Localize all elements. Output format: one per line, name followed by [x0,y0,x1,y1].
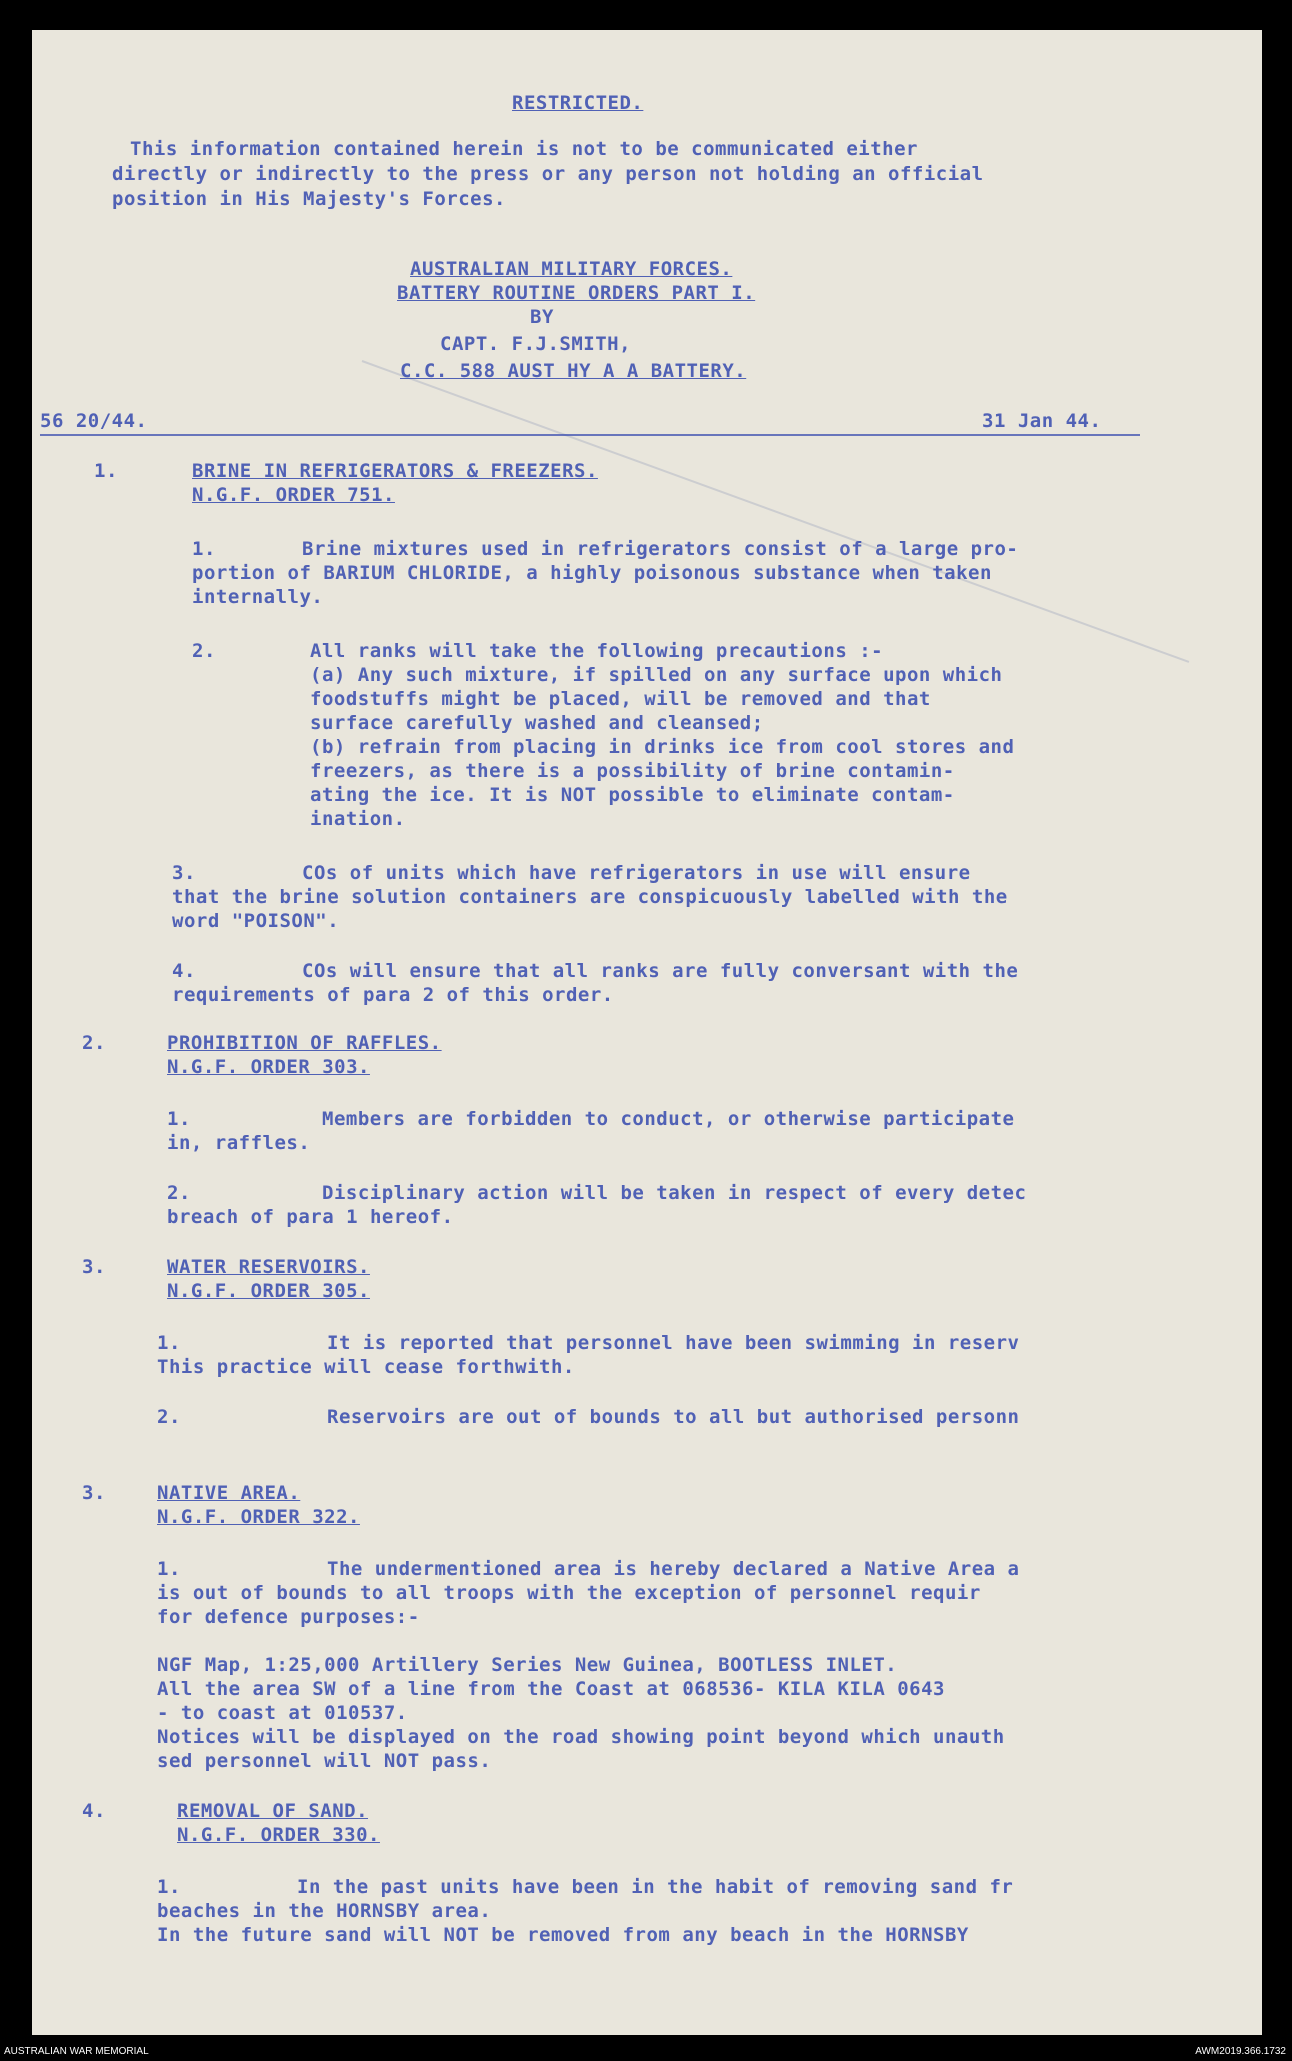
paragraph-number: 1. [192,538,216,560]
paragraph-number: 1. [157,1332,181,1354]
header-line-1: AUSTRALIAN MILITARY FORCES. [410,258,733,280]
header-line-2: BATTERY ROUTINE ORDERS PART I. [397,282,756,304]
paragraph-line: freezers, as there is a possibility of brine contamin- [310,760,955,782]
paragraph-line: This practice will cease forthwith. [157,1356,575,1378]
paragraph-line: for defence purposes:- [157,1606,420,1628]
intro-line-2: directly or indirectly to the press or any person not holding an official [112,163,984,185]
header-line-3: BY [530,306,554,328]
paragraph-line: Disciplinary action will be taken in respect of every detec [322,1182,1027,1204]
paragraph-line: foodstuffs might be placed, will be removed and that [310,688,931,710]
paragraph-line: surface carefully washed and cleansed; [310,712,764,734]
section-number: 3. [82,1256,106,1278]
section-number: 1. [94,460,118,482]
paragraph-line: ination. [310,808,406,830]
paragraph-line: In the future sand will NOT be removed from any beach in the HORNSBY [157,1924,969,1946]
paragraph-line: requirements of para 2 of this order. [172,984,614,1006]
paragraph-line: Notices will be displayed on the road showing point beyond which unauth [157,1726,1005,1748]
paragraph-number: 2. [157,1406,181,1428]
intro-line-1: This information contained herein is not to be communicated either [130,138,918,160]
paragraph-number: 1. [167,1108,191,1130]
paragraph-line: The undermentioned area is hereby declared a Native Area a [327,1558,1020,1580]
classification-heading: RESTRICTED. [512,92,644,114]
section-number: 4. [82,1800,106,1822]
paragraph-line: breach of para 1 hereof. [167,1206,454,1228]
section-reference: N.G.F. ORDER 305. [167,1280,370,1302]
paper-fold-line [362,360,1190,663]
paragraph-line: Brine mixtures used in refrigerators consist of a large pro- [302,538,1019,560]
paragraph-line: ating the ice. It is NOT possible to eliminate contam- [310,784,955,806]
header-line-5: C.C. 588 AUST HY A A BATTERY. [400,360,747,382]
section-reference: N.G.F. ORDER 330. [177,1824,380,1846]
paragraph-line: All ranks will take the following precautions :- [310,640,884,662]
section-title: PROHIBITION OF RAFFLES. [167,1032,442,1054]
paragraph-line: Reservoirs are out of bounds to all but authorised personn [327,1406,1020,1428]
paragraph-line: (a) Any such mixture, if spilled on any surface upon which [310,664,1003,686]
archive-credit: AUSTRALIAN WAR MEMORIAL [4,2046,149,2057]
paragraph-line: - to coast at 010537. [157,1702,408,1724]
paragraph-line: sed personnel will NOT pass. [157,1750,492,1772]
archive-reference: AWM2019.366.1732 [1195,2046,1286,2057]
paragraph-line: is out of bounds to all troops with the exception of personnel requir [157,1582,981,1604]
paragraph-line: All the area SW of a line from the Coast at 068536- KILA KILA 0643 [157,1678,945,1700]
paragraph-number: 2. [167,1182,191,1204]
section-title: REMOVAL OF SAND. [177,1800,369,1822]
section-reference: N.G.F. ORDER 751. [192,484,395,506]
section-reference: N.G.F. ORDER 322. [157,1506,360,1528]
section-title: WATER RESERVOIRS. [167,1256,370,1278]
section-title: BRINE IN REFRIGERATORS & FREEZERS. [192,460,598,482]
paragraph-line: It is reported that personnel have been swimming in reserv [327,1332,1020,1354]
section-number: 2. [82,1032,106,1054]
paragraph-line: In the past units have been in the habit of removing sand fr [297,1876,1014,1898]
intro-line-3: position in His Majesty's Forces. [112,188,506,210]
header-rule [40,434,1140,436]
paragraph-number: 1. [157,1876,181,1898]
paragraph-number: 4. [172,960,196,982]
paragraph-number: 1. [157,1558,181,1580]
paragraph-line: word "POISON". [172,910,340,932]
paragraph-line: Members are forbidden to conduct, or otherwise participate [322,1108,1015,1130]
paragraph-line: NGF Map, 1:25,000 Artillery Series New Guinea, BOOTLESS INLET. [157,1654,898,1676]
paragraph-line: internally. [192,586,324,608]
paragraph-line: portion of BARIUM CHLORIDE, a highly poisonous substance when taken [192,562,992,584]
order-date: 31 Jan 44. [982,410,1102,432]
order-number: 56 20/44. [40,410,148,432]
paragraph-line: in, raffles. [167,1132,311,1154]
paragraph-line: (b) refrain from placing in drinks ice from cool stores and [310,736,1015,758]
paragraph-number: 2. [192,640,216,662]
section-reference: N.G.F. ORDER 303. [167,1056,370,1078]
paragraph-line: beaches in the HORNSBY area. [157,1900,492,1922]
section-title: NATIVE AREA. [157,1482,301,1504]
paragraph-line: COs will ensure that all ranks are fully conversant with the [302,960,1019,982]
document-page [32,30,1262,2035]
paragraph-line: COs of units which have refrigerators in use will ensure [302,862,971,884]
paragraph-line: that the brine solution containers are conspicuously labelled with the [172,886,1008,908]
header-line-4: CAPT. F.J.SMITH, [440,333,632,355]
section-number: 3. [82,1482,106,1504]
paragraph-number: 3. [172,862,196,884]
